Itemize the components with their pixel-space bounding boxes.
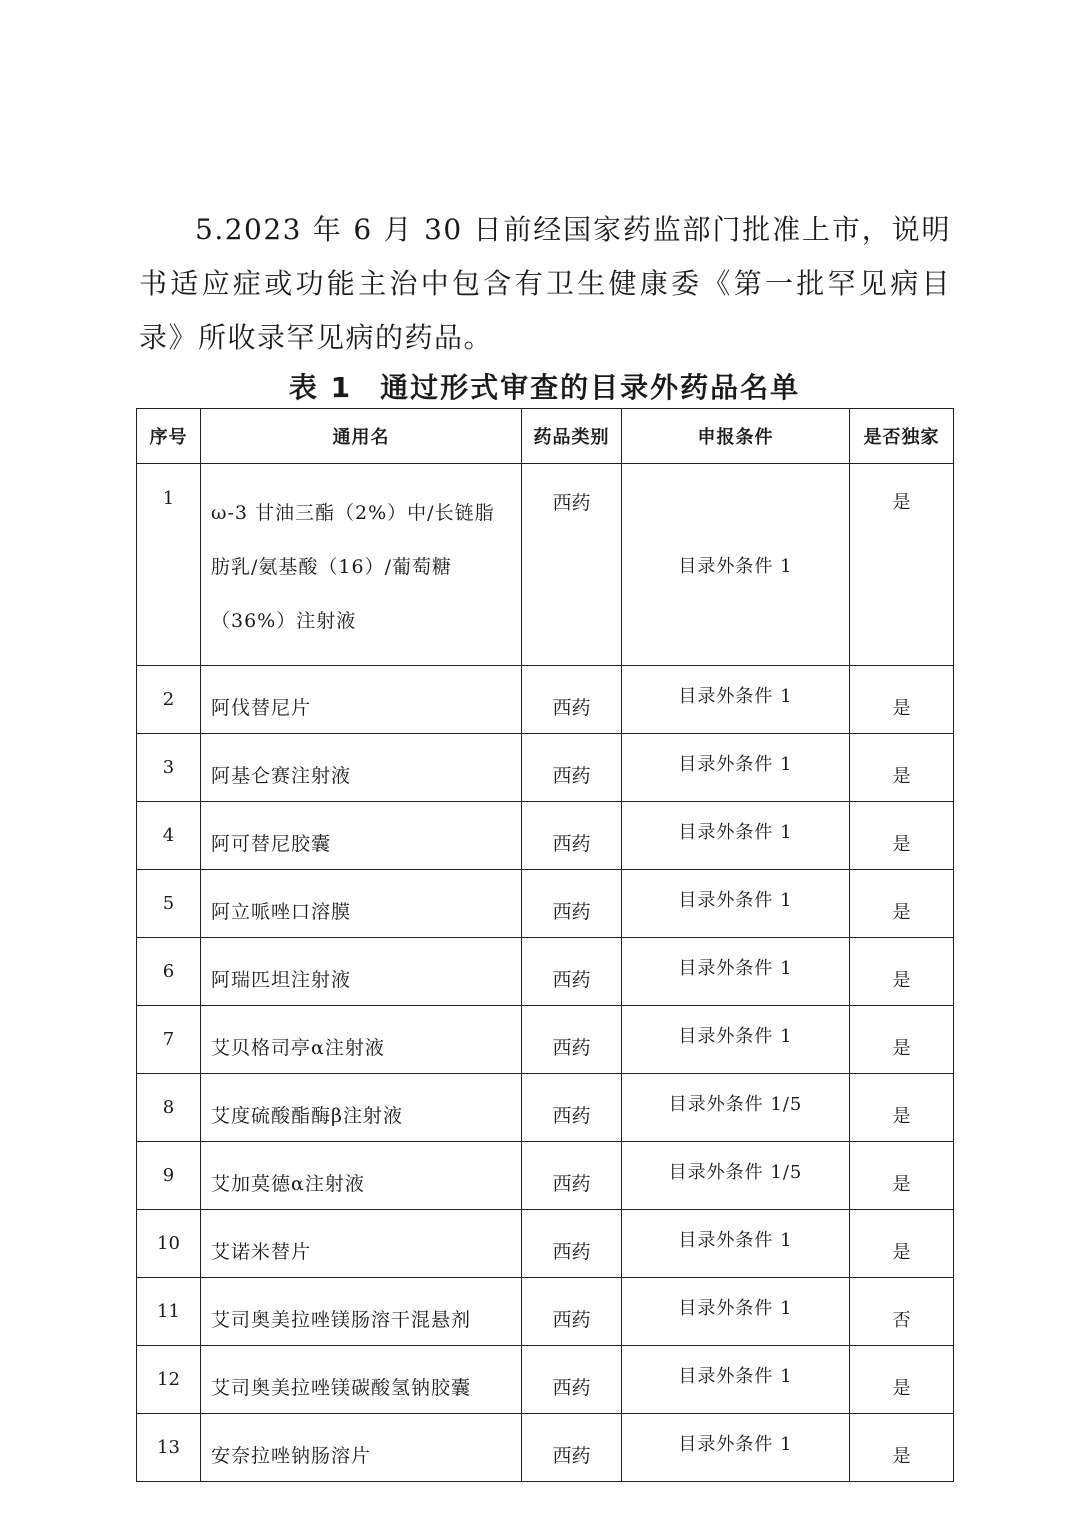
cell-exclusive: 是 [850,802,954,870]
table-row [137,666,954,734]
header-drug-category: 药品类别 [522,409,622,464]
header-application-condition: 申报条件 [622,409,850,464]
cell-serial-number: 1 [137,464,201,666]
cell-drug-category: 西药 [522,1210,622,1278]
cell-application-condition: 目录外条件 1 [622,666,850,734]
cell-serial-number: 6 [137,938,201,1006]
table-row [137,1346,954,1414]
header-exclusive: 是否独家 [850,409,954,464]
cell-application-condition: 目录外条件 1 [622,734,850,802]
cell-drug-category: 西药 [522,666,622,734]
cell-generic-name: 艾加莫德α注射液 [201,1142,522,1210]
cell-generic-name: 阿基仑赛注射液 [201,734,522,802]
cell-drug-category: 西药 [522,1346,622,1414]
cell-serial-number: 10 [137,1210,201,1278]
header-serial-number: 序号 [137,409,201,464]
cell-generic-name: 艾司奥美拉唑镁碳酸氢钠胶囊 [201,1346,522,1414]
cell-drug-category: 西药 [522,870,622,938]
table-row [137,870,954,938]
table-row [137,1278,954,1346]
cell-generic-name: 阿伐替尼片 [201,666,522,734]
cell-application-condition: 目录外条件 1/5 [622,1074,850,1142]
cell-drug-category: 西药 [522,802,622,870]
cell-application-condition: 目录外条件 1 [622,938,850,1006]
cell-application-condition: 目录外条件 1 [622,870,850,938]
cell-exclusive: 是 [850,1006,954,1074]
table-row [137,802,954,870]
cell-drug-category: 西药 [522,464,622,666]
table-row [137,1006,954,1074]
cell-drug-category: 西药 [522,1142,622,1210]
cell-generic-name: 阿可替尼胶囊 [201,802,522,870]
cell-application-condition: 目录外条件 1/5 [622,1142,850,1210]
cell-generic-name: 阿立哌唑口溶膜 [201,870,522,938]
cell-generic-name: ω-3 甘油三酯（2%）中/长链脂肪乳/氨基酸（16）/葡萄糖（36%）注射液 [201,464,522,666]
cell-exclusive: 是 [850,938,954,1006]
cell-exclusive: 是 [850,1210,954,1278]
table-caption-label: 表 1 [288,371,353,404]
cell-serial-number: 13 [137,1414,201,1482]
cell-exclusive: 是 [850,464,954,666]
cell-serial-number: 11 [137,1278,201,1346]
cell-serial-number: 4 [137,802,201,870]
cell-exclusive: 是 [850,870,954,938]
table-row [137,938,954,1006]
cell-serial-number: 9 [137,1142,201,1210]
cell-exclusive: 是 [850,1142,954,1210]
cell-application-condition: 目录外条件 1 [622,464,850,666]
table-row [137,1142,954,1210]
cell-serial-number: 12 [137,1346,201,1414]
cell-generic-name: 艾贝格司亭α注射液 [201,1006,522,1074]
cell-generic-name: 艾司奥美拉唑镁肠溶干混悬剂 [201,1278,522,1346]
cell-exclusive: 是 [850,1414,954,1482]
table-row [137,464,954,666]
cell-generic-name: 艾诺米替片 [201,1210,522,1278]
table-caption [136,366,953,410]
cell-drug-category: 西药 [522,734,622,802]
cell-serial-number: 3 [137,734,201,802]
cell-application-condition: 目录外条件 1 [622,802,850,870]
cell-serial-number: 2 [137,666,201,734]
table-row [137,1210,954,1278]
table-row [137,734,954,802]
drug-list-table [136,408,954,1482]
intro-paragraph: 5.2023 年 6 月 30 日前经国家药监部门批准上市，说明书适应症或功能主治中包含有卫生健康委《第一批罕见病目录》所收录罕见病的药品。 [139,213,951,354]
cell-exclusive: 是 [850,666,954,734]
cell-application-condition: 目录外条件 1 [622,1006,850,1074]
cell-generic-name: 安奈拉唑钠肠溶片 [201,1414,522,1482]
cell-generic-name: 艾度硫酸酯酶β注射液 [201,1074,522,1142]
cell-serial-number: 5 [137,870,201,938]
cell-generic-name: 阿瑞匹坦注射液 [201,938,522,1006]
cell-exclusive: 否 [850,1278,954,1346]
cell-exclusive: 是 [850,1346,954,1414]
cell-drug-category: 西药 [522,1074,622,1142]
table-row [137,1414,954,1482]
table-caption-title: 通过形式审查的目录外药品名单 [380,371,801,404]
cell-exclusive: 是 [850,734,954,802]
cell-application-condition: 目录外条件 1 [622,1278,850,1346]
cell-drug-category: 西药 [522,1278,622,1346]
cell-drug-category: 西药 [522,1414,622,1482]
table-header-row [137,409,954,464]
cell-serial-number: 8 [137,1074,201,1142]
cell-drug-category: 西药 [522,1006,622,1074]
cell-drug-category: 西药 [522,938,622,1006]
cell-serial-number: 7 [137,1006,201,1074]
table-row [137,1074,954,1142]
header-generic-name: 通用名 [201,409,522,464]
cell-application-condition: 目录外条件 1 [622,1414,850,1482]
cell-application-condition: 目录外条件 1 [622,1210,850,1278]
cell-application-condition: 目录外条件 1 [622,1346,850,1414]
cell-exclusive: 是 [850,1074,954,1142]
